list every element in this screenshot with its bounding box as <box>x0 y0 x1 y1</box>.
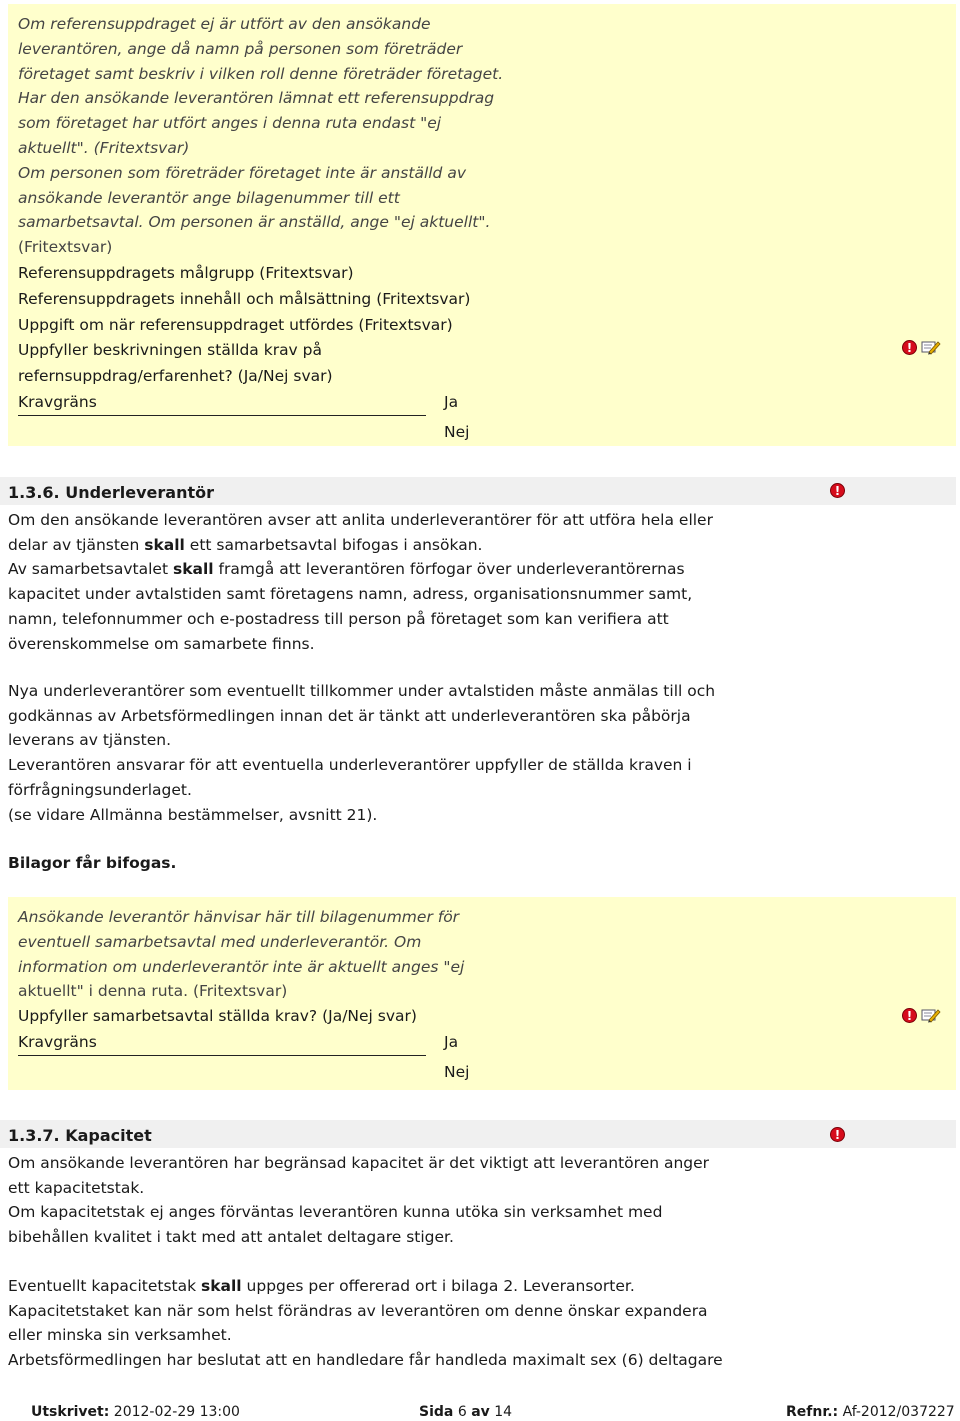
text-line: eller minska sin verksamhet. <box>8 1326 232 1345</box>
question-line: Uppfyller beskrivningen ställda krav på <box>18 341 322 360</box>
question-line: Uppgift om när referensuppdraget utfördes (Fritextsvar) <box>18 315 453 334</box>
instruction-line: företaget samt beskriv i vilken roll denne företräder företaget. <box>18 64 504 83</box>
section2-icons <box>830 1127 845 1142</box>
text-line: ett kapacitetstak. <box>8 1178 145 1197</box>
warning-icon: ! <box>830 483 845 498</box>
text-line: förfrågningsunderlaget. <box>8 780 192 799</box>
warning-icon: ! <box>830 1127 845 1142</box>
option-yes[interactable]: Ja <box>444 1032 459 1051</box>
text-line: namn, telefonnummer och e-postadress till person på företaget som kan verifiera att <box>8 609 669 628</box>
section2-paragraph1 <box>8 1151 953 1250</box>
krav-divider <box>18 1055 426 1056</box>
page-number: Sida 6 av 14 <box>419 1404 513 1420</box>
instruction-line: (Fritextsvar) <box>18 238 113 257</box>
instruction-line: ansökande leverantör ange bilagenummer till ett <box>18 188 400 207</box>
question-line: refernsuppdrag/erfarenhet? (Ja/Nej svar) <box>18 367 333 386</box>
instruction-line: aktuellt". (Fritextsvar) <box>18 138 190 157</box>
instruction-line: Om personen som företräder företaget inte är anställd av <box>18 163 466 182</box>
box1-instructions <box>18 12 946 260</box>
instruction-line: leverantören, ange då namn på personen som företräder <box>18 39 463 58</box>
text-line: Eventuellt kapacitetstak skall uppges per offererad ort i bilaga 2. Leveransorter. <box>8 1277 635 1295</box>
krav-row <box>18 389 946 441</box>
section-heading-bar <box>0 1120 956 1148</box>
instruction-line: aktuellt" i denna ruta. (Fritextsvar) <box>18 982 288 1001</box>
box2-icons <box>902 1007 941 1023</box>
text-line: delar av tjänsten skall ett samarbetsavtal bifogas i ansökan. <box>8 535 483 554</box>
krav-label: Kravgräns <box>18 1032 97 1051</box>
section1-paragraph1 <box>8 508 953 656</box>
edit-pencil-icon[interactable] <box>921 339 941 355</box>
instruction-line: som företaget har utfört anges i denna ruta endast "ej <box>18 114 442 133</box>
text-line: Leverantören ansvarar för att eventuella underleverantörer uppfyller de ställda kraven i <box>8 756 692 775</box>
question-line: Referensuppdragets målgrupp (Fritextsvar) <box>18 263 354 282</box>
box1-icons <box>902 339 941 355</box>
instruction-line: Om referensuppdraget ej är utfört av den ansökande <box>18 15 431 33</box>
question-line: Referensuppdragets innehåll och målsättning (Fritextsvar) <box>18 289 471 308</box>
instruction-line: samarbetsavtal. Om personen är anställd, ange "ej aktuellt". <box>18 213 491 232</box>
text-line: kapacitet under avtalstiden samt företagens namn, adress, organisationsnummer samt, <box>8 585 693 604</box>
krav-label: Kravgräns <box>18 392 97 411</box>
section-heading-bar <box>0 477 956 505</box>
reference-number: Refnr.: Af-2012/037227 <box>786 1404 955 1420</box>
option-no[interactable]: Nej <box>444 422 470 441</box>
option-yes[interactable]: Ja <box>444 392 459 411</box>
answer-box-reference <box>8 4 956 446</box>
text-line: Kapacitetstaket kan när som helst förändras av leverantören om denne önskar expandera <box>8 1301 708 1320</box>
attachments-note <box>8 851 953 876</box>
instruction-line: eventuell samarbetsavtal med underleverantör. Om <box>18 932 422 951</box>
text-line: Om kapacitetstak ej anges förväntas leverantören kunna utöka sin verksamhet med <box>8 1203 663 1222</box>
text-line: godkännas av Arbetsförmedlingen innan det är tänkt att underleverantören ska påbörja <box>8 706 691 725</box>
text-line: överenskommelse om samarbete finns. <box>8 634 315 653</box>
instruction-line: Ansökande leverantör hänvisar här till bilagenummer för <box>18 908 460 926</box>
printed-date: Utskrivet: 2012-02-29 13:00 <box>31 1404 240 1420</box>
section-heading: 1.3.7. Kapacitet <box>8 1126 152 1145</box>
section-heading: 1.3.6. Underleverantör <box>8 483 215 502</box>
text-line: leverans av tjänsten. <box>8 731 171 750</box>
instruction-line: Har den ansökande leverantören lämnat ett referensuppdrag <box>18 89 495 108</box>
attachments-note-text: Bilagor får bifogas. <box>8 854 177 872</box>
krav-row <box>18 1029 946 1081</box>
question-line: Uppfyller samarbetsavtal ställda krav? (Ja/Nej svar) <box>18 1007 417 1026</box>
krav-divider <box>18 415 426 416</box>
text-line: Om ansökande leverantören har begränsad kapacitet är det viktigt att leverantören anger <box>8 1154 710 1172</box>
section2-paragraph2 <box>8 1274 953 1373</box>
section1-paragraph2 <box>8 679 953 827</box>
instruction-line: information om underleverantör inte är aktuellt anges "ej <box>18 957 465 976</box>
text-line: Om den ansökande leverantören avser att anlita underleverantörer för att utföra hela eller <box>8 511 713 529</box>
option-no[interactable]: Nej <box>444 1062 470 1081</box>
page-footer <box>0 1404 960 1421</box>
edit-pencil-icon[interactable] <box>921 1007 941 1023</box>
text-line: (se vidare Allmänna bestämmelser, avsnitt 21). <box>8 805 378 824</box>
text-line: Arbetsförmedlingen har beslutat att en handledare får handleda maximalt sex (6) deltagare <box>8 1351 723 1370</box>
text-line: bibehållen kvalitet i takt med att antalet deltagare stiger. <box>8 1228 454 1247</box>
warning-icon: ! <box>902 1008 917 1023</box>
warning-icon: ! <box>902 340 917 355</box>
answer-box-subcontractor <box>8 897 956 1090</box>
text-line: Av samarbetsavtalet skall framgå att leverantören förfogar över underleverantörernas <box>8 560 685 579</box>
text-line: Nya underleverantörer som eventuellt tillkommer under avtalstiden måste anmälas till och <box>8 682 716 700</box>
section1-icons <box>830 483 845 498</box>
